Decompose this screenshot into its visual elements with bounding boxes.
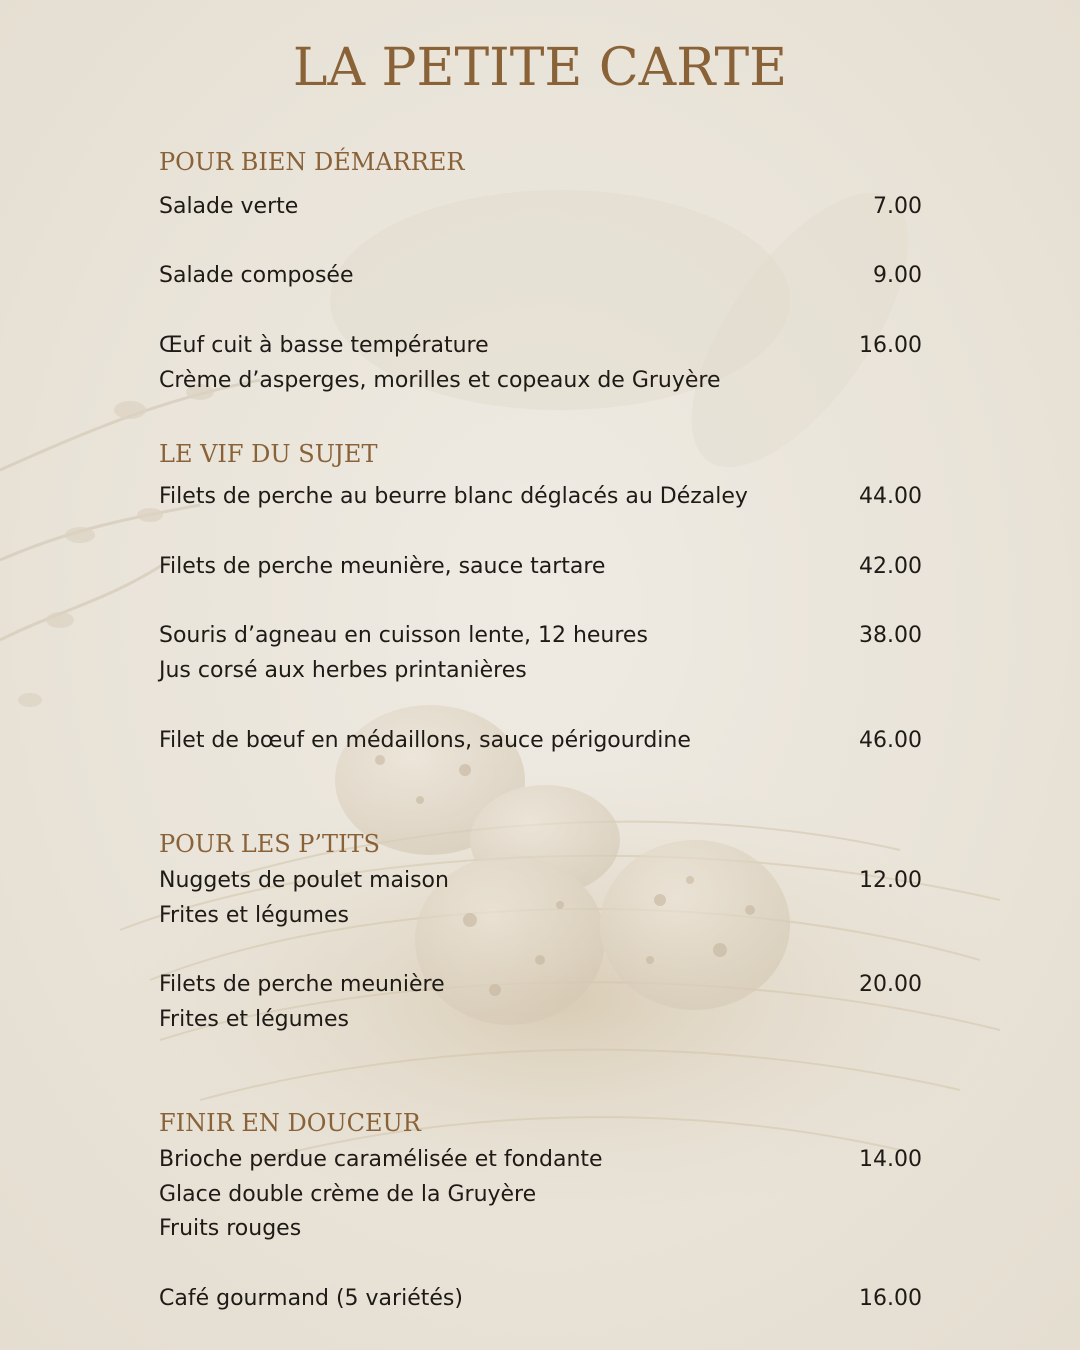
item-name: Salade verte bbox=[159, 194, 299, 219]
item-price: 14.00 bbox=[859, 1147, 922, 1172]
menu-item bbox=[159, 480, 922, 515]
item-name: Brioche perdue caramélisée et fondante bbox=[159, 1147, 603, 1172]
section-title-desserts: FINIR EN DOUCEUR bbox=[159, 1109, 421, 1137]
item-description: Fruits rouges bbox=[159, 1216, 302, 1241]
item-name: Nuggets de poulet maison bbox=[159, 868, 449, 893]
item-price: 7.00 bbox=[873, 194, 922, 219]
item-name: Filets de perche au beurre blanc déglacés au Dézaley bbox=[159, 484, 748, 509]
item-description: Frites et légumes bbox=[159, 1006, 349, 1032]
item-description: Frites et légumes bbox=[159, 902, 349, 928]
item-name: Café gourmand (5 variétés) bbox=[159, 1286, 463, 1311]
item-price: 20.00 bbox=[859, 972, 922, 997]
menu-item bbox=[159, 329, 922, 398]
item-description: Crème d’asperges, morilles et copeaux de Gruyère bbox=[159, 367, 721, 393]
item-price: 9.00 bbox=[873, 263, 922, 288]
item-price: 46.00 bbox=[859, 728, 922, 753]
item-name: Souris d’agneau en cuisson lente, 12 heures bbox=[159, 623, 648, 648]
item-description: Glace double crème de la Gruyère bbox=[159, 1181, 537, 1207]
menu-title: LA PETITE CARTE bbox=[292, 38, 788, 98]
menu-item bbox=[159, 619, 922, 688]
item-price: 12.00 bbox=[859, 868, 922, 893]
menu-item bbox=[159, 190, 922, 225]
item-name: Filets de perche meunière, sauce tartare bbox=[159, 554, 606, 579]
item-price: 42.00 bbox=[859, 554, 922, 579]
section-title-kids: POUR LES P’TITS bbox=[159, 830, 380, 858]
item-price: 44.00 bbox=[859, 484, 922, 509]
item-name: Filet de bœuf en médaillons, sauce périgourdine bbox=[159, 728, 691, 753]
item-name: Salade composée bbox=[159, 263, 354, 288]
section-title-mains: LE VIF DU SUJET bbox=[159, 440, 378, 468]
section-title-starters: POUR BIEN DÉMARRER bbox=[159, 148, 465, 176]
item-price: 16.00 bbox=[859, 1286, 922, 1311]
menu-item bbox=[159, 968, 922, 1037]
menu-item bbox=[159, 1143, 922, 1247]
menu-item bbox=[159, 1282, 922, 1317]
item-price: 38.00 bbox=[859, 623, 922, 648]
item-description: Jus corsé aux herbes printanières bbox=[159, 657, 527, 683]
menu-item bbox=[159, 550, 922, 585]
item-name: Filets de perche meunière bbox=[159, 972, 445, 997]
item-name: Œuf cuit à basse température bbox=[159, 333, 489, 358]
menu-item bbox=[159, 259, 922, 294]
menu-item bbox=[159, 864, 922, 933]
item-price: 16.00 bbox=[859, 333, 922, 358]
menu-item bbox=[159, 724, 922, 759]
